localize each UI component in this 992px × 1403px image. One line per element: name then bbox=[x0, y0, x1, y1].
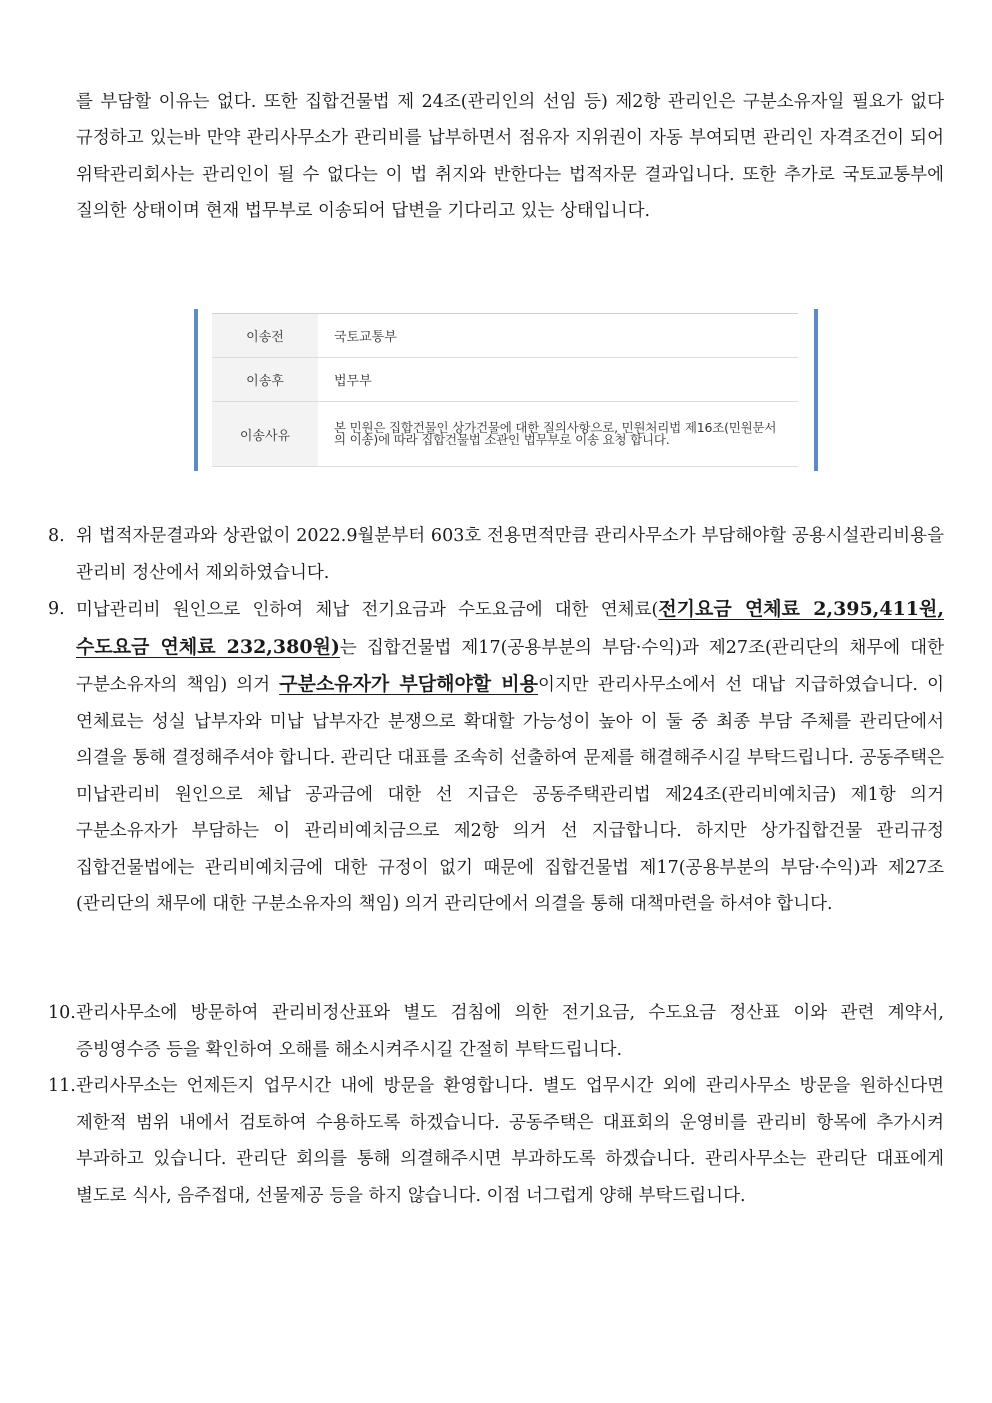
list-text: 관리사무소는 언제든지 업무시간 내에 방문을 환영합니다. 별도 업무시간 외에 관리사무소 방문을 원하신다면 제한적 범위 내에서 검토하여 수용하도록 하겠습니다. 공동주택은 대표회의 운영비를 관리비 항목에 추가시켜 부과하고 있습니다. 관리단 회의를 통해 의결해주시면 부과하도록 하겠습니다. 관리사무소는 관리단 대표에게 별도로 식사, 음주접대, 선물제공 등을 하지 않습니다. 이점 너그럽게 양해 부탁드립니다. bbox=[76, 1076, 944, 1206]
text-run: 미납관리비 원인으로 인하여 체납 전기요금과 수도요금에 대한 연체료( bbox=[76, 600, 659, 620]
list-number: 8. bbox=[48, 526, 65, 546]
list-number: 10. bbox=[48, 1003, 76, 1023]
list-text bbox=[48, 591, 944, 923]
list-item-8 bbox=[48, 518, 944, 591]
row-value: 법무부 bbox=[318, 358, 798, 402]
list-item-10 bbox=[48, 995, 944, 1068]
list-number: 9. bbox=[48, 599, 65, 619]
row-label: 이송전 bbox=[212, 314, 318, 358]
row-value: 본 민원은 집합건물인 상가건물에 대한 질의사항으로, 민원처리법 제16조(민원문서의 이송)에 따라 집합건물법 소관인 법무부로 이송 요청 합니다. bbox=[318, 402, 798, 467]
highlighted-amounts: 전기요금 연체료 2,395,411원, 수도요금 연체료 232,380원) bbox=[76, 598, 944, 658]
highlighted-burden: 구분소유자가 부담해야할 비용 bbox=[279, 673, 538, 695]
right-border-bar bbox=[814, 309, 818, 471]
intro-paragraph: 를 부담할 이유는 없다. 또한 집합건물법 제 24조(관리인의 선임 등) 제2항 관리인은 구분소유자일 필요가 없다 규정하고 있는바 만약 관리사무소가 관리비를 납부하면서 점유자 지위권이 자동 부여되면 관리인 자격조건이 되어 위탁관리회사는 관리인이 될 수 없다는 이 법 취지와 반한다는 법적자문 결과입니다. 또한 추가로 국토교통부에 질의한 상태이며 현재 법무부로 이송되어 답변을 기다리고 있는 상태입니다. bbox=[76, 92, 944, 221]
text-run: 이지만 관리사무소에서 선 대납 지급하였습니다. 이 연체료는 성실 납부자와 미납 납부자간 분쟁으로 확대할 가능성이 높아 이 둘 중 최종 부담 주체를 관리단에서 의결을 통해 결정해주셔야 합니다. 관리단 대표를 조속히 선출하여 문제를 해결해주시길 부탁드립니다. 공동주택은 미납관리비 원인으로 체납 공과금에 대한 선 지급은 공동주택관리법 제24조(관리비예치금) 제1항 의거 구분소유자가 부담하는 이 관리비예치금으로 제2항 의거 선 지급합니다. 하지만 상가집합건물 관리규정 집합건물법에는 관리비예치금에 대한 규정이 없기 때문에 집합건물법 제17(공용부분의 부담·수익)과 제27조(관리단의 채무에 대한 구분소유자의 책임) 의거 관리단에서 의결을 통해 대책마련을 하셔야 합니다. bbox=[76, 675, 944, 914]
left-border-bar bbox=[194, 309, 198, 471]
row-value: 국토교통부 bbox=[318, 314, 798, 358]
table-row bbox=[212, 358, 798, 402]
list-text: 관리사무소에 방문하여 관리비정산표와 별도 검침에 의한 전기요금, 수도요금 정산표 이와 관련 계약서, 증빙영수증 등을 확인하여 오해를 해소시켜주시길 간절히 부탁드립니다. bbox=[76, 1003, 944, 1060]
list-number: 11. bbox=[48, 1076, 76, 1096]
list-text: 위 법적자문결과와 상관없이 2022.9월분부터 603호 전용면적만큼 관리사무소가 부담해야할 공용시설관리비용을 관리비 정산에서 제외하였습니다. bbox=[76, 526, 944, 583]
row-label: 이송후 bbox=[212, 358, 318, 402]
transfer-info-screenshot bbox=[194, 309, 818, 471]
transfer-table bbox=[212, 313, 798, 467]
table-row bbox=[212, 402, 798, 467]
row-label: 이송사유 bbox=[212, 402, 318, 467]
table-row bbox=[212, 314, 798, 358]
list-item-9 bbox=[48, 591, 944, 923]
list-item-11 bbox=[48, 1068, 944, 1214]
text-run: 는 집합건물법 제17(공용부분의 부담·수익)과 제27조(관리단의 채무에 대한 구분소유자의 책임) 의거 bbox=[76, 637, 944, 695]
